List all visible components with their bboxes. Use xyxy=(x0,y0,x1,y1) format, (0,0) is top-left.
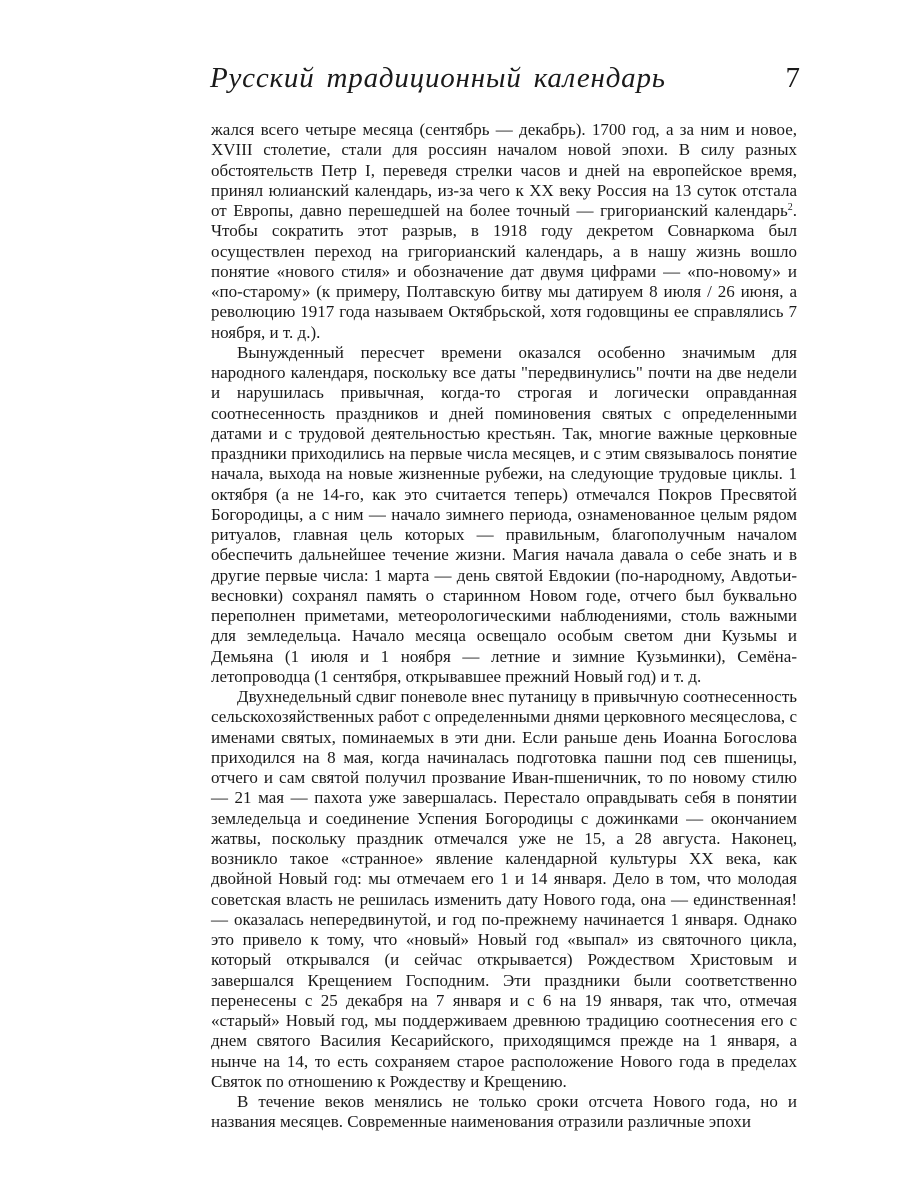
paragraph-1-text-b: . Чтобы сократить этот разрыв, в 1918 году декретом Совнаркома был осуществлен переход на григорианский календарь, а в нашу жизнь вошло понятие «нового стиля» и обозначение дат двумя цифрами — «по-новому» и «по-старому» (к примеру, Полтавскую битву мы датируем 8 июля / 26 июня, а революцию 1917 года называем Октябрьской, хотя годовщины ее справлялись 7 ноября, и т. д.). xyxy=(211,201,797,342)
paragraph-1-text-a: жался всего четыре месяца (сентябрь — декабрь). 1700 год, а за ним и новое, XVIII столетие, стали для россиян началом новой эпохи. В силу разных обстоятельств Петр I, переведя стрелки часов и дней на европейское время, принял юлианский календарь, из-за чего к XX веку Россия на 13 суток отстала от Европы, давно перешедшей на более точный — григорианский календарь xyxy=(211,120,797,220)
page-number: 7 xyxy=(785,62,800,94)
paragraph-1 xyxy=(211,120,797,343)
paragraph-4: В течение веков менялись не только сроки отсчета Нового года, но и названия месяцев. Современные наименования отразили различные эпохи xyxy=(211,1092,797,1132)
body-text xyxy=(211,120,797,1133)
running-head xyxy=(210,62,800,102)
paragraph-3: Двухнедельный сдвиг поневоле внес путаницу в привычную соотнесенность сельскохозяйственных работ с определенными днями церковного месяцеслова, с именами святых, поминаемых в эти дни. Если раньше день Иоанна Богослова приходился на 8 мая, когда начиналась подготовка пашни под сев пшеницы, отчего и сам святой получил прозвание Иван-пшеничник, то по новому стилю — 21 мая — пахота уже завершалась. Перестало оправдывать себя в понятии земледельца и соединение Успения Богородицы с дожинками — окончанием жатвы, поскольку праздник отмечался уже не 15, а 28 августа. Наконец, возникло такое «странное» явление календарной культуры XX века, как двойной Новый год: мы отмечаем его 1 и 14 января. Дело в том, что молодая советская власть не решилась изменить дату Нового года, она — единственная! — оказалась непередвинутой, и год по-прежнему начинается 1 января. Однако это привело к тому, что «новый» Новый год «выпал» из святочного цикла, который открывался (и сейчас открывается) Рождеством Христовым и завершался Крещением Господним. Эти праздники были соответственно перенесены с 25 декабря на 7 января и с 6 на 19 января, так что, отмечая «старый» Новый год, мы поддерживаем древнюю традицию соотнесения его с днем святого Василия Кесарийского, приходящимся прежде на 1 января, а нынче на 14, то есть сохраняем старое расположение Нового года в пределах Святок по отношению к Рождеству и Крещению. xyxy=(211,687,797,1091)
footnote-ref[interactable]: 2 xyxy=(787,202,793,213)
paragraph-2: Вынужденный пересчет времени оказался особенно значимым для народного календаря, поскольку все даты "передвинулись" почти на две недели и нарушилась привычная, когда-то строгая и логически оправданная соотнесенность праздников и дней поминовения святых с определенными датами и с трудовой деятельностью крестьян. Так, многие важные церковные праздники приходились на первые числа месяцев, и с этим связывалось понятие начала, выхода на новые жизненные рубежи, на следующие трудовые циклы. 1 октября (а не 14-го, как это считается теперь) отмечался Покров Пресвятой Богородицы, а с ним — начало зимнего периода, ознаменованное целым рядом ритуалов, главная цель которых — правильным, благополучным началом обеспечить дальнейшее течение жизни. Магия начала давала о себе знать и в другие первые числа: 1 марта — день святой Евдокии (по-народному, Авдотьи-весновки) сохранял память о старинном Новом годе, отчего был буквально переполнен приметами, метеорологическими наблюдениями, столь важными для земледельца. Начало месяца освещало особым светом дни Кузьмы и Демьяна (1 июля и 1 ноября — летние и зимние Кузьминки), Семёна-летопроводца (1 сентября, открывавшее прежний Новый год) и т. д. xyxy=(211,342,797,686)
running-title: Русский традиционный календарь xyxy=(210,62,666,94)
